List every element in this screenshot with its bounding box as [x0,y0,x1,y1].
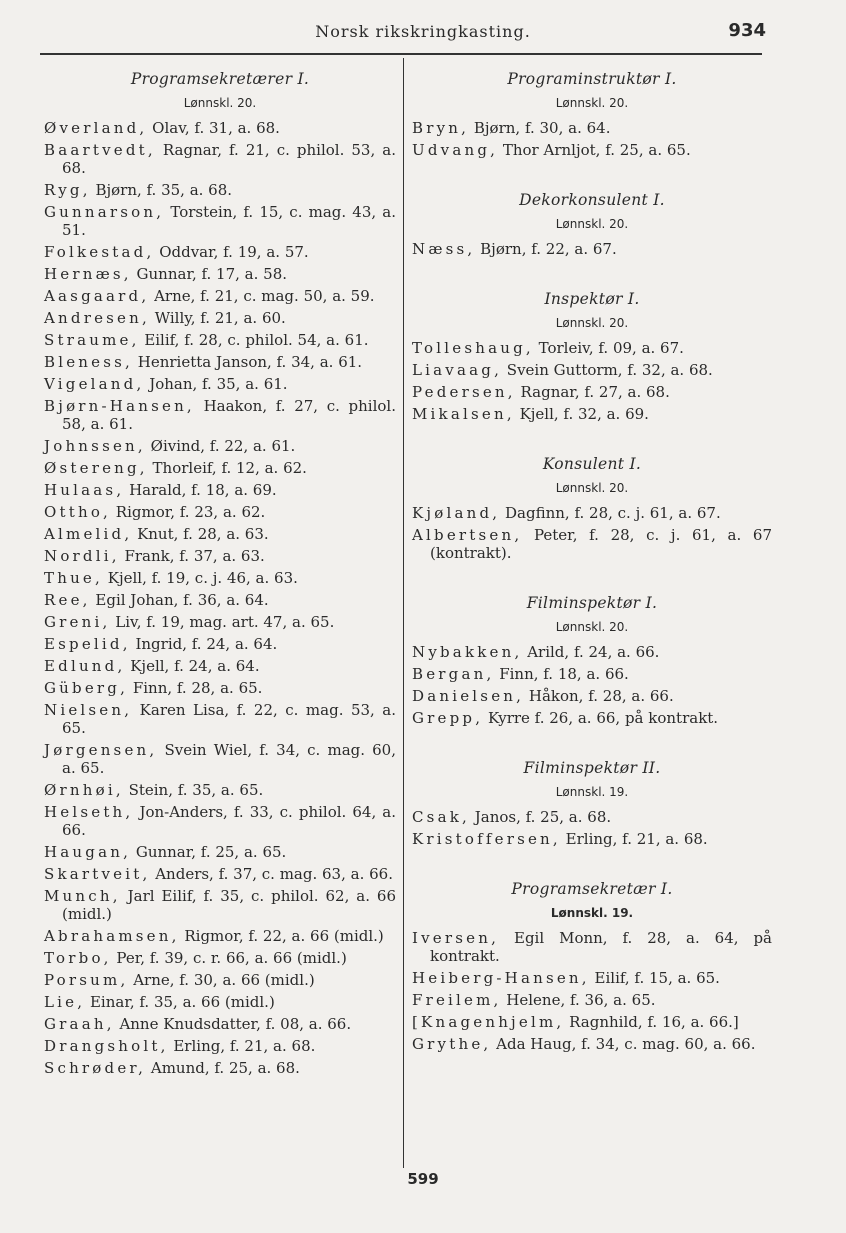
section [412,262,772,423]
entry-surname: Torbo, [44,949,112,967]
pay-grade: Lønnskl. 20. [555,96,629,110]
pay-grade: Lønnskl. 20. [555,316,629,330]
entry-surname: Greni, [44,613,111,631]
entry-details: Helene, f. 36, a. 65. [501,991,656,1009]
entry-details: Ada Haug, f. 34, c. mag. 60, a. 66. [491,1035,756,1053]
list-item [44,437,396,455]
entry-surname: Graah, [44,1015,115,1033]
entry-details: Thor Arnljot, f. 25, a. 65. [498,141,691,159]
list-item [412,665,772,683]
section-gap [412,731,772,759]
list-item [44,525,396,543]
left-column [44,70,396,1081]
list-item [44,657,396,675]
section [412,70,772,159]
entry-details: Ingrid, f. 24, a. 64. [130,635,278,653]
entry-details: Johan, f. 35, a. 61. [144,375,288,393]
section-title: Inspektør I. [544,290,640,308]
pay-grade: Lønnskl. 20. [183,96,257,110]
section-gap [412,163,772,191]
entry-details: Henrietta Janson, f. 34, a. 61. [133,353,363,371]
entry-details: Rigmor, f. 22, a. 66 (midl.) [179,927,384,945]
list-item [412,504,772,522]
entry-surname: Liavaag, [412,361,503,379]
list-item [44,613,396,631]
list-item [44,927,396,945]
list-item [44,741,396,777]
entry-details: Kjell, f. 24, a. 64. [125,657,260,675]
list-item [44,887,396,923]
entry-details: Kyrre f. 26, a. 66, på kontrakt. [483,709,719,727]
entry-surname: Gunnarson, [44,203,165,221]
list-item [44,1037,396,1055]
list-item [44,309,396,327]
entry-surname: Nielsen, [44,701,133,719]
section-title: Filminspektør II. [523,759,661,777]
section-gap [412,262,772,290]
entry-details: Egil Monn, f. 28, a. 64, på kontrakt. [430,929,772,965]
section [412,731,772,848]
list-item [44,803,396,839]
list-item [412,709,772,727]
entry-surname: Abrahamsen, [44,927,180,945]
entry-details: Thorleif, f. 12, a. 62. [147,459,307,477]
entry-surname: Østereng, [44,459,148,477]
entry-surname: Folkestad, [44,243,155,261]
list-item [44,141,396,177]
list-item [44,781,396,799]
entry-details: Einar, f. 35, a. 66 (midl.) [85,993,275,1011]
pay-grade: Lønnskl. 20. [555,481,629,495]
entry-surname: Skartveit, [44,865,151,883]
entry-details: Haakon, f. 27, c. philol. 58, a. 61. [62,397,396,433]
entry-surname: Bjørn-Hansen, [44,397,195,415]
entry-details: Anders, f. 37, c. mag. 63, a. 66. [150,865,393,883]
entry-details: Peter, f. 28, c. j. 61, a. 67 (kontrakt). [430,526,772,562]
entry-details: Øivind, f. 22, a. 61. [145,437,296,455]
right-column [412,70,772,1057]
list-item [44,971,396,989]
list-item [412,991,772,1009]
entry-details: Kjell, f. 32, a. 69. [514,405,649,423]
entry-details: Svein Wiel, f. 34, c. mag. 60, a. 65. [62,741,396,777]
list-item [44,481,396,499]
entry-details: Knut, f. 28, a. 63. [132,525,269,543]
list-item [44,353,396,371]
list-item [412,808,772,826]
running-title: Norsk rikskringkasting. [315,22,531,41]
entry-details: Arne, f. 30, a. 66 (midl.) [128,971,315,989]
entry-details: Bjørn, f. 35, a. 68. [90,181,233,199]
entry-details: Erling, f. 21, a. 68. [168,1037,316,1055]
list-item [44,679,396,697]
entry-details: Arild, f. 24, a. 66. [522,643,660,661]
list-item [44,375,396,393]
header-rule [40,53,762,55]
pay-grade: Lønnskl. 20. [555,217,629,231]
entry-details: Gunnar, f. 17, a. 58. [131,265,288,283]
page-header [0,20,846,50]
section-gap [412,427,772,455]
entry-details: Willy, f. 21, a. 60. [149,309,286,327]
pay-grade: Lønnskl. 20. [555,620,629,634]
entry-surname: Øverland, [44,119,148,137]
pay-grade: Lønnskl. 19. [555,785,629,799]
entry-surname: Schrøder, [44,1059,147,1077]
list-item [44,265,396,283]
list-item [412,929,772,965]
entry-details: Ragnar, f. 27, a. 68. [515,383,670,401]
entry-surname: Næss, [412,240,476,258]
section [412,163,772,258]
list-item [44,243,396,261]
list-item [412,361,772,379]
list-item [412,339,772,357]
section [412,566,772,727]
entry-surname: Mikalsen, [412,405,515,423]
entry-details: Dagfinn, f. 28, c. j. 61, a. 67. [500,504,721,522]
list-item [44,635,396,653]
entry-surname: Tolleshaug, [412,339,534,357]
entry-details: Stein, f. 35, a. 65. [123,781,264,799]
entry-surname: Haugan, [44,843,132,861]
list-item [412,830,772,848]
entry-details: Anne Knudsdatter, f. 08, a. 66. [114,1015,352,1033]
entry-surname: Albertsen, [412,526,523,544]
list-item [412,240,772,258]
section-title: Dekorkonsulent I. [519,191,665,209]
list-item [44,397,396,433]
list-item [44,701,396,737]
entry-surname: Güberg, [44,679,129,697]
list-item [44,569,396,587]
entry-details: Janos, f. 25, a. 68. [469,808,612,826]
entry-details: Amund, f. 25, a. 68. [146,1059,300,1077]
entry-surname: Espelid, [44,635,131,653]
entry-details: Liv, f. 19, mag. art. 47, a. 65. [110,613,335,631]
entry-details: Bjørn, f. 22, a. 67. [475,240,617,258]
entry-details: Jon-Anders, f. 33, c. philol. 64, a. 66. [62,803,396,839]
list-item [44,591,396,609]
entry-details: Finn, f. 28, a. 65. [128,679,263,697]
list-item [44,865,396,883]
entry-surname: Ryg, [44,181,91,199]
entry-surname: Freilem, [412,991,502,1009]
section-title: Programinstruktør I. [507,70,677,88]
list-item [44,331,396,349]
entry-surname: Pedersen, [412,383,516,401]
entry-details: Jarl Eilif, f. 35, c. philol. 62, a. 66 (midl.) [62,887,396,923]
list-item [412,969,772,987]
list-item [412,526,772,562]
list-item [44,503,396,521]
section-gap [412,566,772,594]
list-item [412,687,772,705]
column-divider [403,58,404,1168]
entry-details: Oddvar, f. 19, a. 57. [154,243,309,261]
section-title: Filminspektør I. [526,594,658,612]
entry-surname: Iversen, [412,929,500,947]
list-item [412,643,772,661]
entry-details: Finn, f. 18, a. 66. [494,665,629,683]
entry-details: Frank, f. 37, a. 63. [119,547,265,565]
entry-surname: Heiberg-Hansen, [412,969,590,987]
list-item [412,1013,772,1031]
entry-surname: Almelid, [44,525,133,543]
entry-details: Per, f. 39, c. r. 66, a. 66 (midl.) [111,949,347,967]
entry-surname: Baartvedt, [44,141,156,159]
entry-surname: Drangsholt, [44,1037,169,1055]
list-item [44,1059,396,1077]
entry-surname: Grythe, [412,1035,492,1053]
entry-surname: Kristoffersen, [412,830,561,848]
entry-surname: Munch, [44,887,121,905]
list-item [44,287,396,305]
section [412,852,772,1053]
entry-details: Torleiv, f. 09, a. 67. [533,339,684,357]
list-item [44,181,396,199]
section-title: Programsekretær I. [511,880,673,898]
entry-details: Harald, f. 18, a. 69. [124,481,277,499]
entry-surname: Porsum, [44,971,129,989]
entry-surname: Danielsen, [412,687,525,705]
entry-details: Eilif, f. 15, a. 65. [589,969,720,987]
entry-surname: Ree, [44,591,91,609]
entry-details: Karen Lisa, f. 22, c. mag. 53, a. 65. [62,701,396,737]
list-item [44,993,396,1011]
list-item [44,949,396,967]
entry-surname: Aasgaard, [44,287,150,305]
entry-surname: Lie, [44,993,86,1011]
entry-surname: Ottho, [44,503,112,521]
list-item [412,141,772,159]
entry-surname: Nybakken, [412,643,523,661]
entry-list [44,119,396,1077]
entry-details: Bjørn, f. 30, a. 64. [469,119,611,137]
entry-details: Ragnhild, f. 16, a. 66.] [564,1013,739,1031]
page-number-bottom: 599 [407,1170,439,1188]
entry-surname: Hulaas, [44,481,125,499]
section-gap [412,852,772,880]
section-title: Konsulent I. [542,455,642,473]
list-item [44,459,396,477]
entry-surname: Straume, [44,331,140,349]
entry-details: Rigmor, f. 23, a. 62. [111,503,266,521]
entry-surname: Nordli, [44,547,120,565]
entry-surname: Andresen, [44,309,150,327]
entry-details: Torstein, f. 15, c. mag. 43, a. 51. [62,203,396,239]
entry-details: Gunnar, f. 25, a. 65. [131,843,287,861]
list-item [44,547,396,565]
entry-surname: Jørgensen, [44,741,158,759]
entry-details: Arne, f. 21, c. mag. 50, a. 59. [149,287,375,305]
entry-surname: Kjøland, [412,504,501,522]
entry-surname: Bleness, [44,353,133,371]
list-item [412,1035,772,1053]
entry-surname: Hernæs, [44,265,132,283]
list-item [44,843,396,861]
entry-surname: Bergan, [412,665,495,683]
entry-details: Egil Johan, f. 36, a. 64. [90,591,269,609]
entry-surname: [Knagenhjelm, [412,1013,565,1031]
entry-surname: Csak, [412,808,470,826]
entry-surname: Edlund, [44,657,126,675]
list-item [412,119,772,137]
entry-surname: Johnssen, [44,437,146,455]
list-item [44,119,396,137]
list-item [412,405,772,423]
section-title: Programsekretærer I. [130,70,310,88]
pay-grade: Lønnskl. 19. [550,906,634,920]
entry-surname: Vigeland, [44,375,145,393]
entry-surname: Helseth, [44,803,134,821]
list-item [44,203,396,239]
entry-surname: Grepp, [412,709,484,727]
list-item [44,1015,396,1033]
entry-surname: Ørnhøi, [44,781,124,799]
entry-details: Olav, f. 31, a. 68. [147,119,280,137]
entry-details: Svein Guttorm, f. 32, a. 68. [502,361,713,379]
entry-details: Ragnar, f. 21, c. philol. 53, a. 68. [62,141,396,177]
section [412,427,772,562]
entry-surname: Udvang, [412,141,499,159]
entry-surname: Thue, [44,569,103,587]
entry-details: Håkon, f. 28, a. 66. [524,687,674,705]
page-number-top: 934 [728,20,766,41]
entry-surname: Bryn, [412,119,470,137]
entry-details: Erling, f. 21, a. 68. [560,830,708,848]
entry-details: Kjell, f. 19, c. j. 46, a. 63. [102,569,298,587]
list-item [412,383,772,401]
entry-details: Eilif, f. 28, c. philol. 54, a. 61. [139,331,369,349]
